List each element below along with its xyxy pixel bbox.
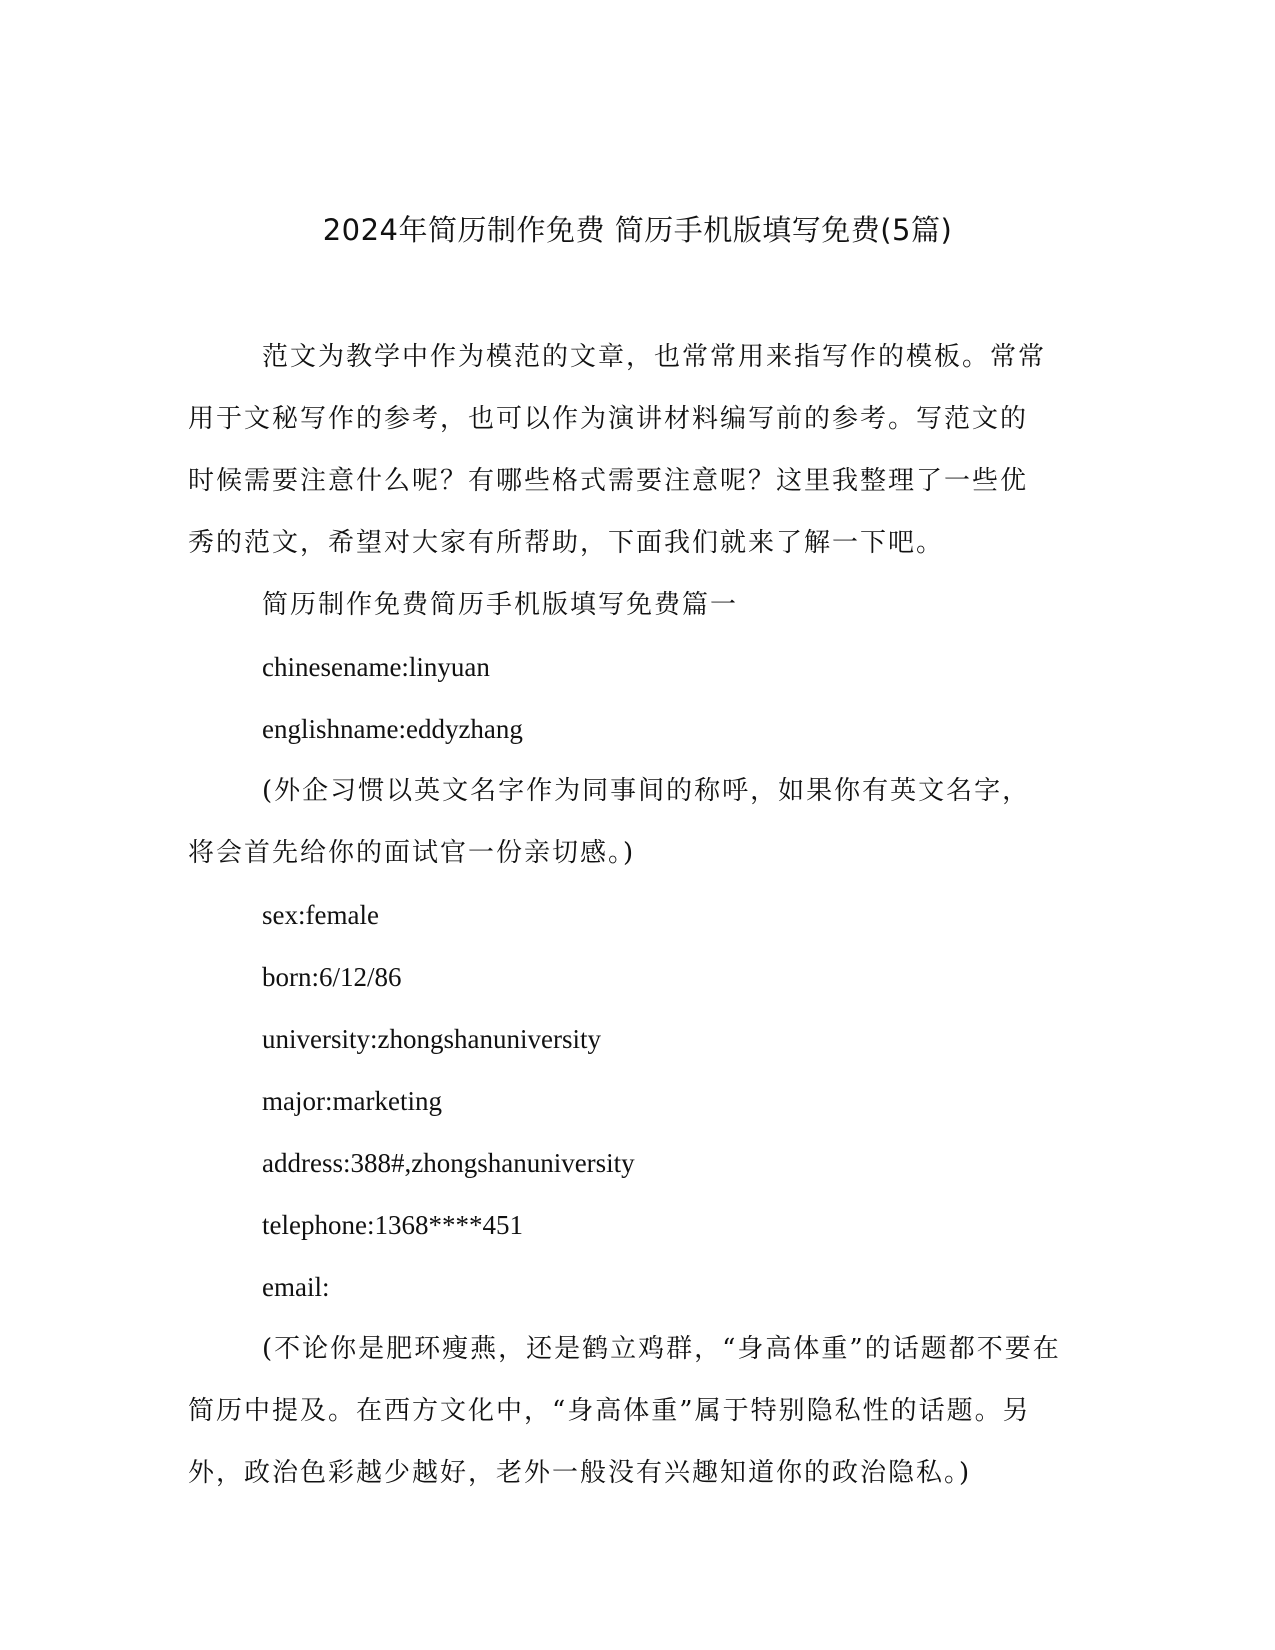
document-line: address:388#,zhongshanuniversity: [262, 1148, 635, 1178]
document-line: 将会首先给你的面试官一份亲切感。): [188, 838, 636, 868]
document-title: 2024年简历制作免费 简历手机版填写免费(5篇): [322, 213, 953, 247]
document-line: chinesename:linyuan: [262, 652, 490, 682]
document-line: 简历制作免费简历手机版填写免费篇一: [262, 590, 739, 620]
document-line: university:zhongshanuniversity: [262, 1024, 601, 1054]
document-line: englishname:eddyzhang: [262, 714, 523, 744]
document-line: 简历中提及。在西方文化中，“身高体重”属于特别隐私性的话题。另: [188, 1396, 1031, 1426]
document-line: 外，政治色彩越少越好，老外一般没有兴趣知道你的政治隐私。): [188, 1458, 972, 1488]
document-line: 范文为教学中作为模范的文章，也常常用来指写作的模板。常常: [262, 342, 1047, 372]
document-line: (不论你是肥环瘦燕，还是鹤立鸡群，“身高体重”的话题都不要在: [262, 1334, 1061, 1364]
document-line: email:: [262, 1272, 330, 1302]
document-line: major:marketing: [262, 1086, 442, 1116]
document-line: 秀的范文，希望对大家有所帮助，下面我们就来了解一下吧。: [188, 528, 945, 558]
document-line: 用于文秘写作的参考，也可以作为演讲材料编写前的参考。写范文的: [188, 404, 1029, 434]
document-line: sex:female: [262, 900, 379, 930]
document-body: [188, 326, 1088, 1504]
document-line: (外企习惯以英文名字作为同事间的称呼，如果你有英文名字，: [262, 776, 1031, 806]
document-line: born:6/12/86: [262, 962, 402, 992]
document-line: 时候需要注意什么呢？有哪些格式需要注意呢？这里我整理了一些优: [188, 466, 1029, 496]
document-line: telephone:1368****451: [262, 1210, 523, 1240]
